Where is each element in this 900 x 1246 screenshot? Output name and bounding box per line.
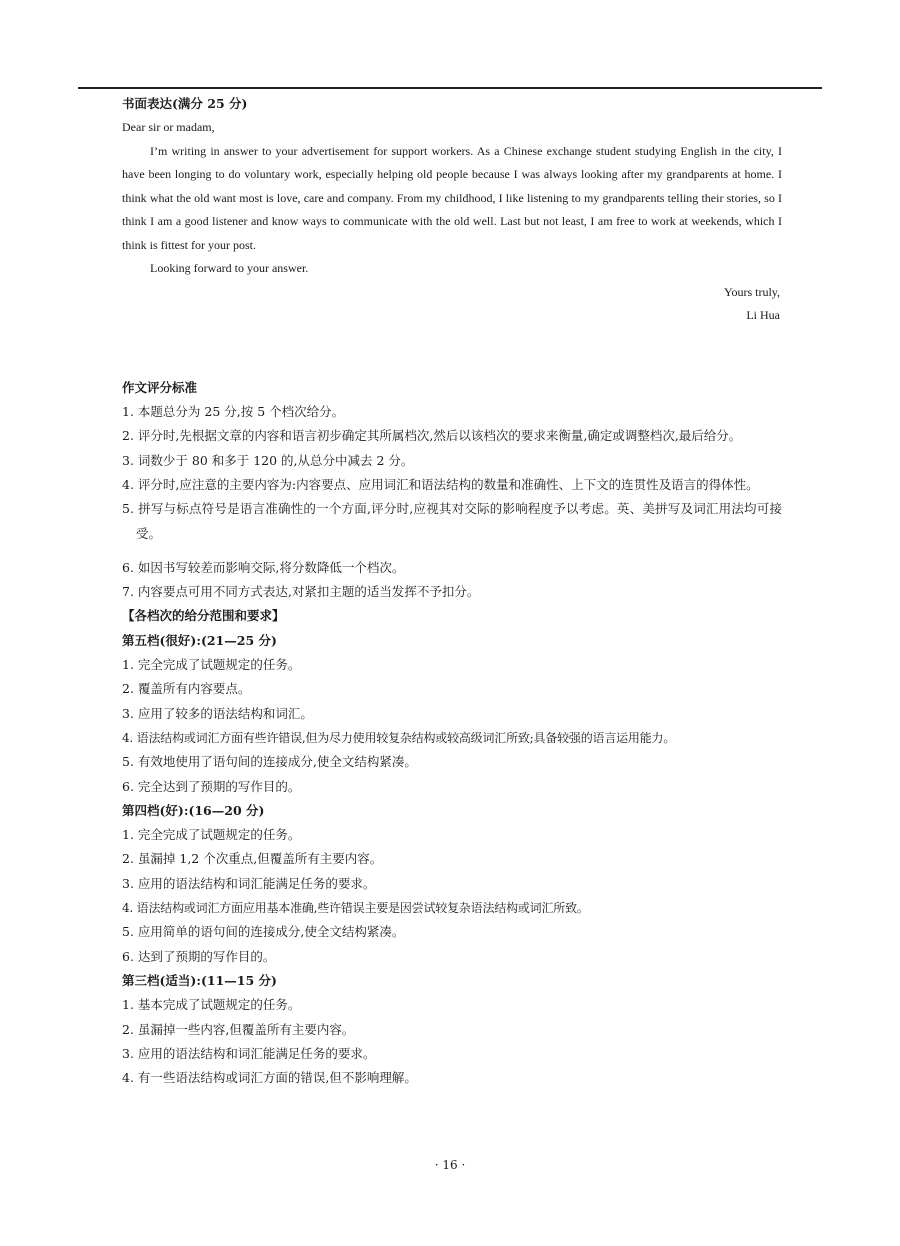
level-5-item: 4. 语法结构或词汇方面有些许错误,但为尽力使用较复杂结构或较高级词汇所致;具备较强的语言运用能力。 bbox=[122, 730, 676, 745]
page-content bbox=[122, 92, 782, 1090]
level-4-title: 第四档(好):(16—20 分) bbox=[122, 802, 265, 818]
criteria-item: 3. 词数少于 80 和多于 120 的,从总分中减去 2 分。 bbox=[122, 452, 414, 468]
top-rule bbox=[78, 87, 822, 89]
criteria-item: 7. 内容要点可用不同方式表达,对紧扣主题的适当发挥不予扣分。 bbox=[122, 584, 480, 600]
level-4-item: 4. 语法结构或词汇方面应用基本准确,些许错误主要是因尝试较复杂语法结构或词汇所致。 bbox=[122, 901, 589, 916]
level-5-item: 2. 覆盖所有内容要点。 bbox=[122, 681, 251, 697]
level-5-item: 5. 有效地使用了语句间的连接成分,使全文结构紧凑。 bbox=[122, 754, 417, 770]
essay-sign-off: Yours truly, bbox=[723, 284, 780, 299]
level-4-item: 6. 达到了预期的写作目的。 bbox=[122, 948, 276, 964]
level-5-item: 1. 完全完成了试题规定的任务。 bbox=[122, 657, 301, 673]
level-4-item: 3. 应用的语法结构和词汇能满足任务的要求。 bbox=[122, 875, 376, 891]
level-4-item: 1. 完全完成了试题规定的任务。 bbox=[122, 827, 301, 843]
criteria-item: 2. 评分时,先根据文章的内容和语言初步确定其所属档次,然后以该档次的要求来衡量,确定或调整档次,最后给分。 bbox=[122, 428, 742, 444]
level-5-item: 3. 应用了较多的语法结构和词汇。 bbox=[122, 705, 313, 721]
criteria-item: 6. 如因书写较差而影响交际,将分数降低一个档次。 bbox=[122, 559, 405, 575]
level-3-item: 1. 基本完成了试题规定的任务。 bbox=[122, 997, 301, 1013]
page-number: · 16 · bbox=[434, 1158, 466, 1172]
essay-body: I’m writing in answer to your advertisement for support workers. As a Chinese exchange student studying English in the city, I have been longing to do voluntary work, especially helping old people because I was always looking after my grandparents at home. I think what the old want most is love, care and company. From my childhood, I like listening to my grandparents telling their stories, so I think I am a good listener and know ways to communicate with the old well. Last but not least, I am free to work at weekends, which I think is fittest for your post. bbox=[122, 143, 782, 252]
level-3-item: 3. 应用的语法结构和词汇能满足任务的要求。 bbox=[122, 1045, 376, 1061]
criteria-item: 1. 本题总分为 25 分,按 5 个档次给分。 bbox=[122, 404, 345, 420]
level-5-item: 6. 完全达到了预期的写作目的。 bbox=[122, 778, 301, 794]
level-4-item: 5. 应用简单的语句间的连接成分,使全文结构紧凑。 bbox=[122, 924, 405, 940]
levels-heading: 【各档次的给分范围和要求】 bbox=[122, 608, 285, 624]
criteria-item: 5. 拼写与标点符号是语言准确性的一个方面,评分时,应视其对交际的影响程度予以考虑。英、美拼写及词汇用法均可接受。 bbox=[122, 501, 782, 541]
level-3-title: 第三档(适当):(11—15 分) bbox=[122, 972, 277, 988]
essay-heading: 书面表达(满分 25 分) bbox=[122, 96, 248, 111]
essay-closing-line: Looking forward to your answer. bbox=[150, 261, 309, 276]
criteria-title: 作文评分标准 bbox=[122, 379, 198, 395]
criteria-item: 4. 评分时,应注意的主要内容为:内容要点、应用词汇和语法结构的数量和准确性、上下文的连贯性及语言的得体性。 bbox=[122, 476, 759, 492]
level-4-item: 2. 虽漏掉 1,2 个次重点,但覆盖所有主要内容。 bbox=[122, 851, 383, 867]
level-3-item: 4. 有一些语法结构或词汇方面的错误,但不影响理解。 bbox=[122, 1070, 417, 1086]
level-3-item: 2. 虽漏掉一些内容,但覆盖所有主要内容。 bbox=[122, 1021, 355, 1037]
level-5-title: 第五档(很好):(21—25 分) bbox=[122, 632, 277, 648]
essay-salutation: Dear sir or madam, bbox=[122, 120, 215, 135]
essay-signature: Li Hua bbox=[746, 308, 780, 323]
